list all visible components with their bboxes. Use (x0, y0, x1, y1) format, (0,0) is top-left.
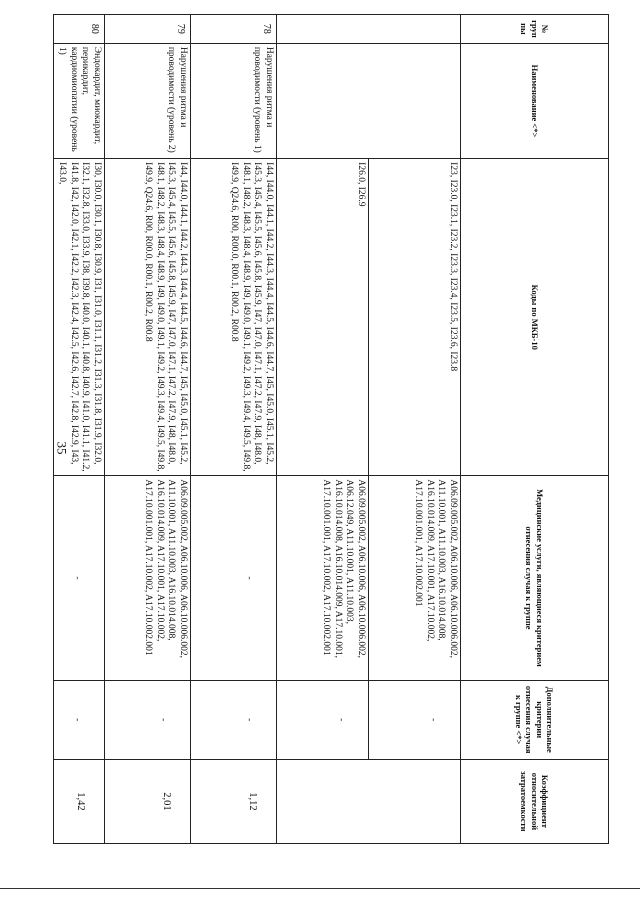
header-name: Наименование <*> (461, 43, 609, 158)
table-row-79 (105, 15, 191, 844)
table-row-continued-1 (369, 15, 461, 844)
cell-codes: I44, I44.0, I44.1, I44.2, I44.3, I44.4, I44.5, I44.6, I44.7, I45, I45.0, I45.1, I45.2, I45.3, I45.4, I45.5, I45.6, I45.8, I45.9, I47, I47.0, I47.1, I47.2, I47.9, I48, I48.0, I48.1, I48.2, I48.3, I48.4, I48.9, I49, I49.0, I49.1, I49.2, I49.3, I49.4, I49.5, I49.8, I49.9, Q24.6, R00, R00.0, R00.1, R00.2, R00.8 (105, 159, 191, 476)
cell-coef: 1,42 (53, 759, 104, 843)
cell-extra: - (105, 680, 191, 759)
cell-group-name: Эндокардит, миокардит, перикардит, кардиомиопатии (уровень 1) (53, 43, 104, 158)
cell-coef: 1,12 (191, 759, 277, 843)
table-row-78 (191, 15, 277, 844)
cell-coef: 2,01 (105, 759, 191, 843)
cell-codes: I44, I44.0, I44.1, I44.2, I44.3, I44.4, I44.5, I44.6, I44.7, I45, I45.0, I45.1, I45.2, I45.3, I45.4, I45.5, I45.6, I45.8, I45.9, I47, I47.0, I47.1, I47.2, I47.9, I48, I48.0, I48.1, I48.2, I48.3, I48.4, I48.9, I49, I49.0, I49.1, I49.2, I49.3, I49.4, I49.5, I49.8, I49.9, Q24.6, R00, R00.0, R00.1, R00.2, R00.8 (191, 159, 277, 476)
cell-group-no: 78 (191, 15, 277, 44)
cell-extra: - (191, 680, 277, 759)
cell-name-continued (277, 43, 461, 158)
page-number: 35 (54, 441, 70, 455)
header-services: Медицинские услуги, являющиеся критерием отнесения случая к группе (461, 476, 609, 680)
cell-extra: - (369, 680, 461, 759)
cell-codes: I30, I30.0, I30.1, I30.8, I30.9, I31, I31.0, I31.1, I31.2, I31.3, I31.8, I31.9, I32.0, I32.1, I32.8, I33.0, I33.9, I38, I39.8, I40.0, I40.1, I40.8, I40.9, I41.0, I41.1, I41.2, I41.8, I42, I42.0, I42.1, I42.2, I42.3, I42.4, I42.5, I42.6, I42.7, I42.8, I42.9, I43, I43.0, (53, 159, 104, 476)
rotated-table-container (57, 14, 609, 844)
cell-no-continued (277, 15, 461, 44)
cell-coef-continued (277, 759, 461, 843)
cell-codes: I23, I23.0, I23.1, I23.2, I23.3, I23.4, I23.5, I23.6, I23.8 (369, 159, 461, 476)
cell-group-no: 79 (105, 15, 191, 44)
cell-codes: I26.0, I26.9 (277, 159, 369, 476)
ksg-table (53, 14, 609, 844)
cell-group-name: Нарушения ритма и проводимости (уровень 1) (191, 43, 277, 158)
header-extra: Дополнительные критерии отнесения случая к группе <*> (461, 680, 609, 759)
header-row (461, 15, 609, 844)
cell-services: - (53, 476, 104, 680)
header-no: № груп пы (461, 15, 609, 44)
cell-group-name: Нарушения ритма и проводимости (уровень 2) (105, 43, 191, 158)
cell-services: A06.09.005.002, A06.10.006, A06.10.006.002, A11.10.001, A11.10.003, A16.10.014.008, A16.10.014.009, A17.10.001, A17.10.002, A17.10.001.001, A17.10.002.001 (369, 476, 461, 680)
cell-services: - (191, 476, 277, 680)
header-coef: Коэффициент относительной затратоемкости (461, 759, 609, 843)
cell-services: A06.09.005.002, A06.10.006, A06.10.006.002, A11.10.001, A11.10.003, A16.10.014.008, A16.10.014.009, A17.10.001, A17.10.002, A17.10.001.001, A17.10.002, A17.10.002.001 (105, 476, 191, 680)
page-bottom-rule (0, 888, 640, 889)
cell-extra: - (277, 680, 369, 759)
cell-group-no: 80 (53, 15, 104, 44)
cell-extra: - (53, 680, 104, 759)
cell-services: A06.09.005.002, A06.10.006, A06.10.006.002, A06.12.049, A11.10.001, A11.10.003, A16.10.014.008, A16.10.014.009, A17.10.001, A17.10.001.001, A17.10.002, A17.10.002.001 (277, 476, 369, 680)
table-row-80 (53, 15, 104, 844)
header-codes: Коды по МКБ-10 (461, 159, 609, 476)
